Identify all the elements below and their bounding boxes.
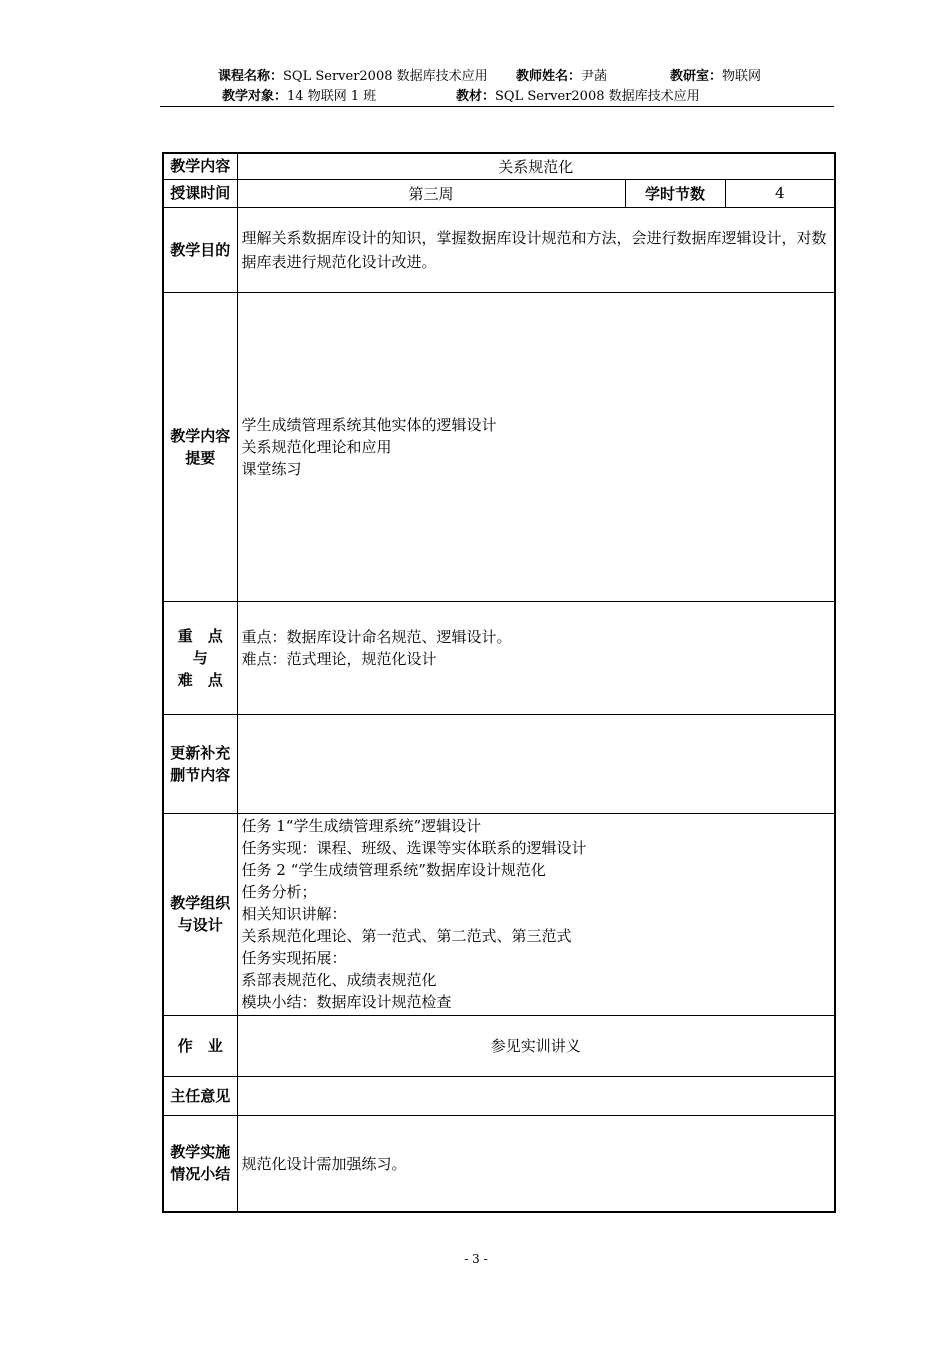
row-update [163,714,835,813]
summary-line: 学生成绩管理系统其他实体的逻辑设计 [241,415,497,434]
row-content [163,153,835,179]
label-design: 教学组织 与设计 [163,813,237,1015]
value-keypoints [237,601,835,714]
row-design [163,813,835,1015]
row-goal [163,207,835,292]
label-goal: 教学目的 [163,207,237,292]
office-name: 教研室：物联网 [670,69,762,84]
label-keypoints: 重 点 与 难 点 [163,601,237,714]
value-goal: 理解关系数据库设计的知识，掌握数据库设计规范和方法，会进行数据库逻辑设计，对数据库表进行规范化设计改进。 [237,207,835,292]
row-reflection [163,1115,835,1212]
label-hours: 学时节数 [625,179,725,207]
design-line: 相关知识讲解： [241,905,347,923]
design-line: 任务 2 “学生成绩管理系统”数据库设计规范化 [241,861,546,879]
page-number: - 3 - [464,1252,488,1266]
row-summary [163,292,835,601]
row-time [163,179,835,207]
row-keypoints [163,601,835,714]
label-update: 更新补充 删节内容 [163,714,237,813]
label-time: 授课时间 [163,179,237,207]
design-line: 任务实现拓展： [241,949,347,967]
textbook: 教材：SQL Server2008 数据库技术应用 [456,89,700,104]
label-reflection: 教学实施 情况小结 [163,1115,237,1212]
teacher-name: 教师姓名：尹菡 [516,69,608,84]
value-reflection: 规范化设计需加强练习。 [237,1115,835,1212]
keypoint-line: 重点：数据库设计命名规范、逻辑设计。 [241,627,512,646]
summary-line: 关系规范化理论和应用 [241,437,392,456]
value-hours: 4 [725,179,835,207]
design-line: 关系规范化理论、第一范式、第二范式、第三范式 [241,927,572,945]
row-director [163,1076,835,1115]
row-homework [163,1015,835,1076]
value-summary [237,292,835,601]
label-homework: 作 业 [163,1015,237,1076]
teaching-target: 教学对象：14 物联网 1 班 [222,89,377,104]
design-line: 任务实现：课程、班级、选课等实体联系的逻辑设计 [241,839,587,857]
summary-line: 课堂练习 [241,459,302,478]
label-director: 主任意见 [163,1076,237,1115]
value-homework: 参见实训讲义 [237,1015,835,1076]
lesson-plan-table [162,152,836,1213]
value-design [237,813,835,1015]
design-line: 系部表规范化、成绩表规范化 [241,971,437,989]
design-line: 模块小结：数据库设计规范检查 [241,993,452,1011]
value-time: 第三周 [237,179,625,207]
label-summary: 教学内容 提要 [163,292,237,601]
value-director [237,1076,835,1115]
label-content: 教学内容 [163,153,237,179]
design-line: 任务 1“学生成绩管理系统”逻辑设计 [241,817,482,835]
keypoint-line: 难点：范式理论，规范化设计 [241,649,437,668]
value-content: 关系规范化 [237,153,835,179]
design-line: 任务分析； [241,883,317,901]
value-update [237,714,835,813]
course-name: 课程名称：SQL Server2008 数据库技术应用 [218,69,488,84]
header-rule [160,106,834,107]
